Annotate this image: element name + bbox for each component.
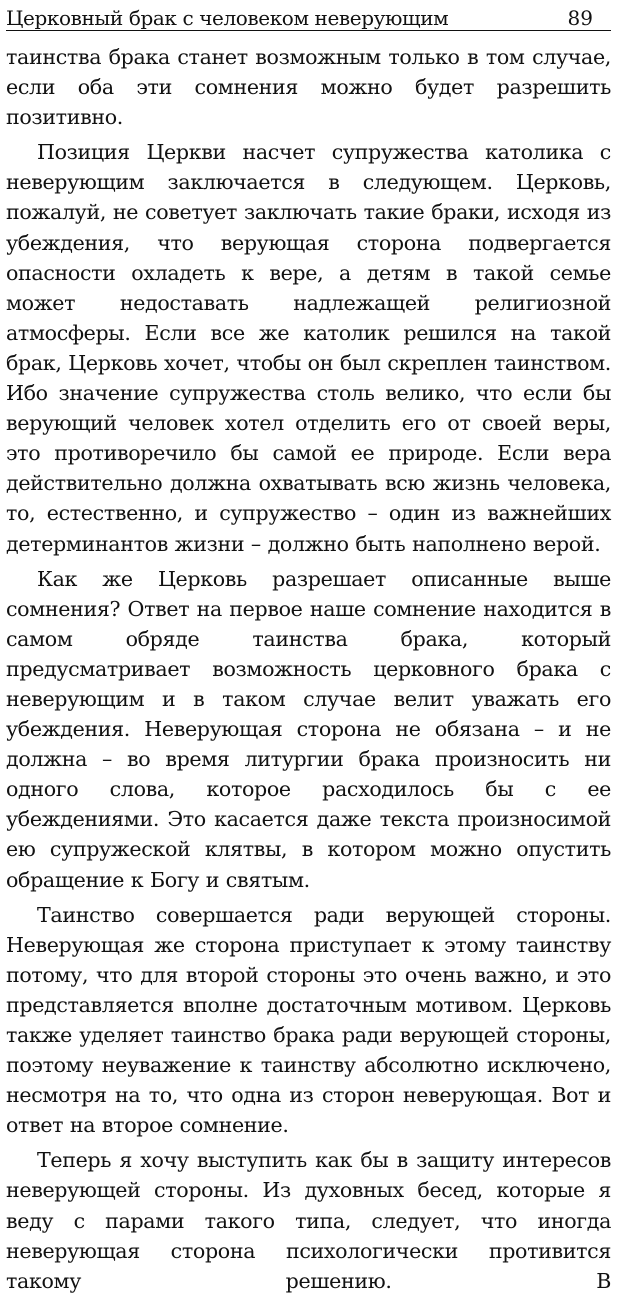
body-text	[6, 42, 611, 1296]
page-number: 89	[567, 6, 593, 30]
paragraph-unbelieving-side: Теперь я хочу выступить как бы в защиту интересов неверующей стороны. Из духовных бесед, которые я веду с парами такого типа, следует, что иногда неверующая сторона психологически противится такому решению. В	[6, 1148, 611, 1293]
running-head	[6, 0, 611, 31]
paragraph-church-position: Позиция Церкви насчет супружества католика с неверующим заключается в следующем. Церковь, пожалуй, не советует заключать такие браки, исходя из убеждения, что верующая сторона подвергается опасности охладеть к вере, а детям в такой семье может недоставать надлежащей религиозной атмосферы. Если все же католик решился на такой брак, Церковь хочет, чтобы он был скреплен таинством. Ибо значение супружества столь велико, что если бы верующий человек хотел отделить его от своей веры, это противоречило бы самой ее природе. Если вера действительно должна охватывать всю жизнь человека, то, естественно, и супружество – один из важнейших детерминантов жизни – должно быть наполнено верой.	[6, 140, 611, 556]
paragraph-sacrament: Таинство совершается ради верующей стороны. Неверующая же сторона приступает к этому таинству потому, что для второй стороны это очень важно, и это представляется вполне достаточным мотивом. Церковь также уделяет таинство брака ради верующей стороны, поэтому неуважение к таинству абсолютно исключено, несмотря на то, что одна из сторон неверующая. Вот и ответ на второе сомнение.	[6, 902, 611, 1138]
paragraph-resolving-doubts: Как же Церковь разрешает описанные выше сомнения? Ответ на первое наше сомнение находится в самом обряде таинства брака, который предусматривает возможность церковного брака с неверующим и в таком случае велит уважать его убеждения. Неверующая сторона не обязана – и не должна – во время литургии брака произносить ни одного слова, которое расходилось бы с ее убеждениями. Это касается даже текста произносимой ею супружеской клятвы, в котором можно опустить обращение к Богу и святым.	[6, 566, 611, 892]
running-title: Церковный брак с человеком неверующим	[6, 6, 449, 30]
paragraph-continued: таинства брака станет возможным только в том случае, если оба эти сомнения можно будет разрешить позитивно.	[6, 45, 611, 130]
